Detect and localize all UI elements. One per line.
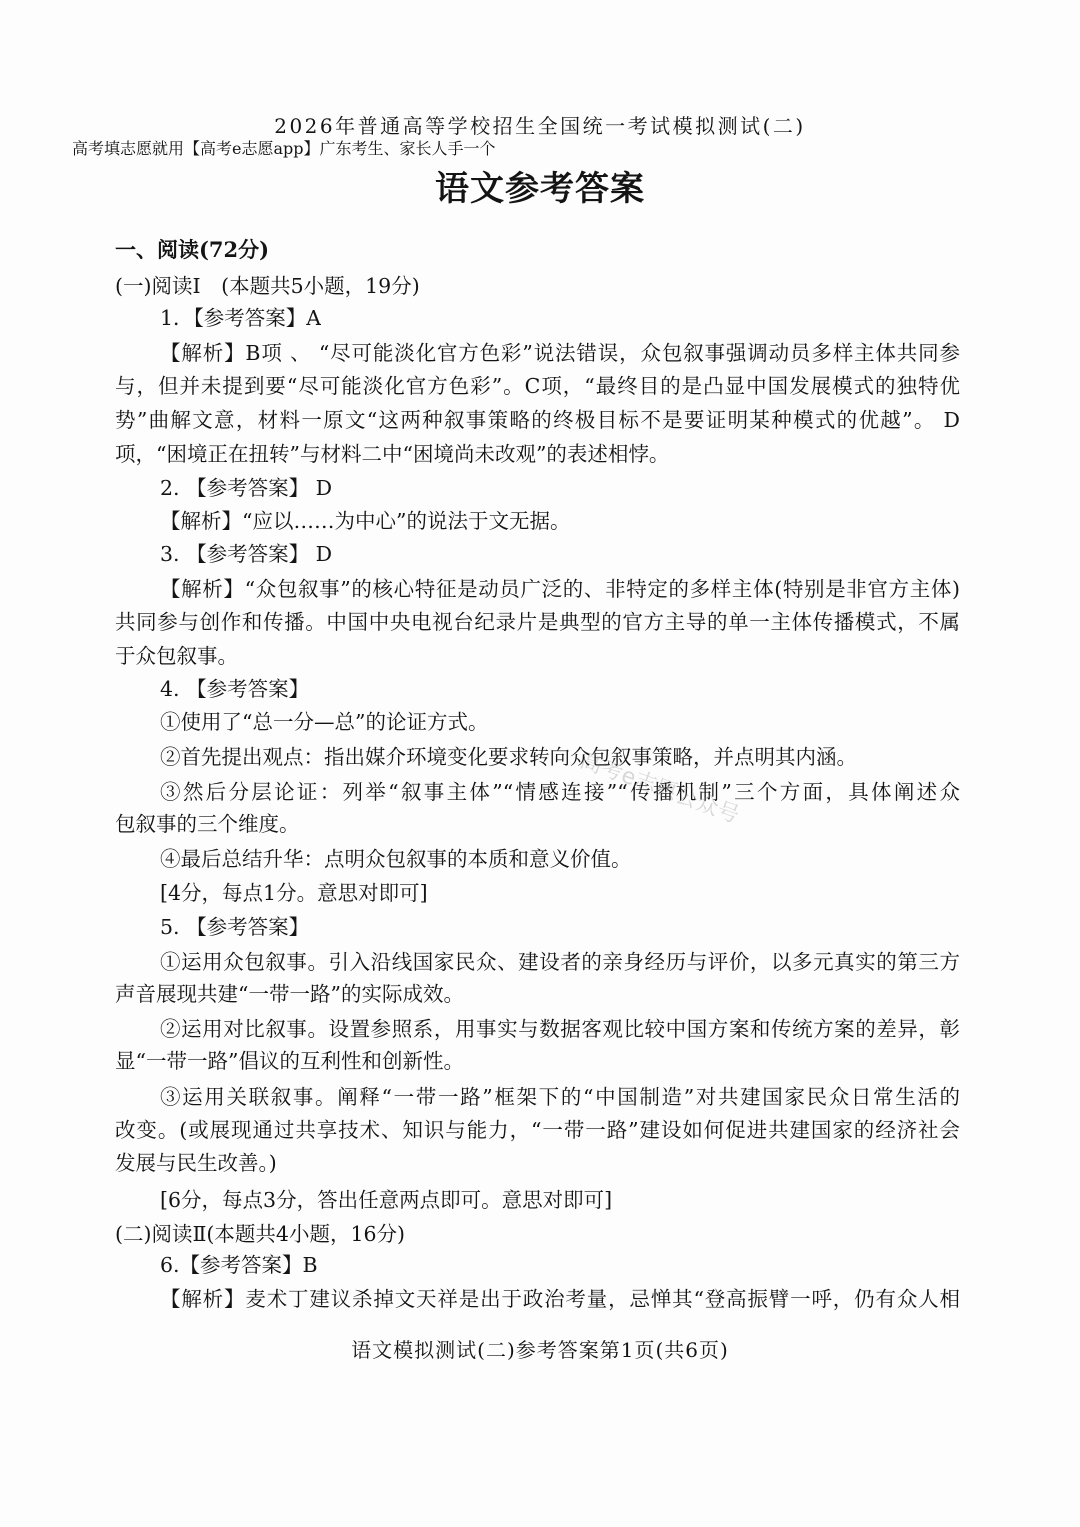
q2-analysis-line: 【解析】“应以……为中心”的说法于文无据。 <box>160 509 571 533</box>
q6-answer: 6.【参考答案】B <box>160 1253 318 1277</box>
q4-answer: 4. 【参考答案】 <box>160 677 310 701</box>
part1-heading: (一)阅读I (本题共5小题，19分) <box>115 274 420 298</box>
q5-point-line: ①运用众包叙事。引入沿线国家民众、建设者的亲身经历与评价，以多元真实的第三方 <box>160 950 960 974</box>
q1-analysis-line: 【解析】B项 、 “尽可能淡化官方色彩”说法错误，众包叙事强调动员多样主体共同参 <box>160 341 960 365</box>
q4-point-line: ①使用了“总一分—总”的论证方式。 <box>160 710 489 734</box>
q4-scoring-note: [4分，每点1分。意思对即可] <box>160 881 428 905</box>
q5-point-line: 声音展现共建“一带一路”的实际成效。 <box>115 982 464 1006</box>
q5-scoring-note: [6分，每点3分，答出任意两点即可。意思对即可] <box>160 1188 613 1212</box>
q1-analysis-line: 项，“困境正在扭转”与材料二中“困境尚未改观”的表述相悖。 <box>115 442 670 466</box>
watermark: 高考e志愿公众号 <box>576 748 743 829</box>
q1-analysis-line: 势”曲解文意，材料一原文“这两种叙事策略的终极目标不是要证明某种模式的优越”。 D <box>115 408 960 432</box>
q4-point-line: ④最后总结升华：点明众包叙事的本质和意义价值。 <box>160 847 632 871</box>
q4-point-line: 包叙事的三个维度。 <box>115 812 300 836</box>
q5-point-line: ③运用关联叙事。阐释“一带一路”框架下的“中国制造”对共建国家民众日常生活的 <box>160 1085 960 1109</box>
q4-point-line: ③然后分层论证：列举“叙事主体”“情感连接”“传播机制”三个方面，具体阐述众 <box>160 780 960 804</box>
q4-point-line: ②首先提出观点：指出媒介环境变化要求转向众包叙事策略，并点明其内涵。 <box>160 745 857 769</box>
q3-analysis-line: 【解析】“众包叙事”的核心特征是动员广泛的、非特定的多样主体(特别是非官方主体) <box>160 577 960 601</box>
document-title: 语文参考答案 <box>435 169 645 209</box>
q3-answer: 3. 【参考答案】 D <box>160 542 333 566</box>
q2-answer: 2. 【参考答案】 D <box>160 476 333 500</box>
q5-answer: 5. 【参考答案】 <box>160 915 310 939</box>
page-footer: 语文模拟测试(二)参考答案第1页(共6页) <box>351 1338 729 1362</box>
q1-analysis-line: 与，但并未提到要“尽可能淡化官方色彩”。C项，“最终目的是凸显中国发展模式的独特优 <box>115 374 960 398</box>
q6-analysis-line: 【解析】麦术丁建议杀掉文天祥是出于政治考量，忌惮其“登高振臂一呼，仍有众人相 <box>160 1287 960 1311</box>
q3-analysis-line: 共同参与创作和传播。中国中央电视台纪录片是典型的官方主导的单一主体传播模式，不属 <box>115 610 960 634</box>
q5-point-line: 显“一带一路”倡议的互利性和创新性。 <box>115 1049 464 1073</box>
part2-heading: (二)阅读Ⅱ(本题共4小题，16分) <box>115 1222 406 1246</box>
promo-line: 高考填志愿就用【高考e志愿app】广东考生、家长人手一个 <box>72 139 496 158</box>
exam-title: 2026年普通高等学校招生全国统一考试模拟测试(二) <box>274 114 806 138</box>
section-heading-reading: 一、阅读(72分) <box>115 237 270 262</box>
q1-answer: 1．【参考答案】A <box>160 306 322 330</box>
q3-analysis-line: 于众包叙事。 <box>115 644 238 668</box>
q5-point-line: ②运用对比叙事。设置参照系，用事实与数据客观比较中国方案和传统方案的差异，彰 <box>160 1017 960 1041</box>
q5-point-line: 改变。(或展现通过共享技术、知识与能力，“一带一路”建设如何促进共建国家的经济社会 <box>115 1118 960 1142</box>
q5-point-line: 发展与民生改善。) <box>115 1151 277 1175</box>
